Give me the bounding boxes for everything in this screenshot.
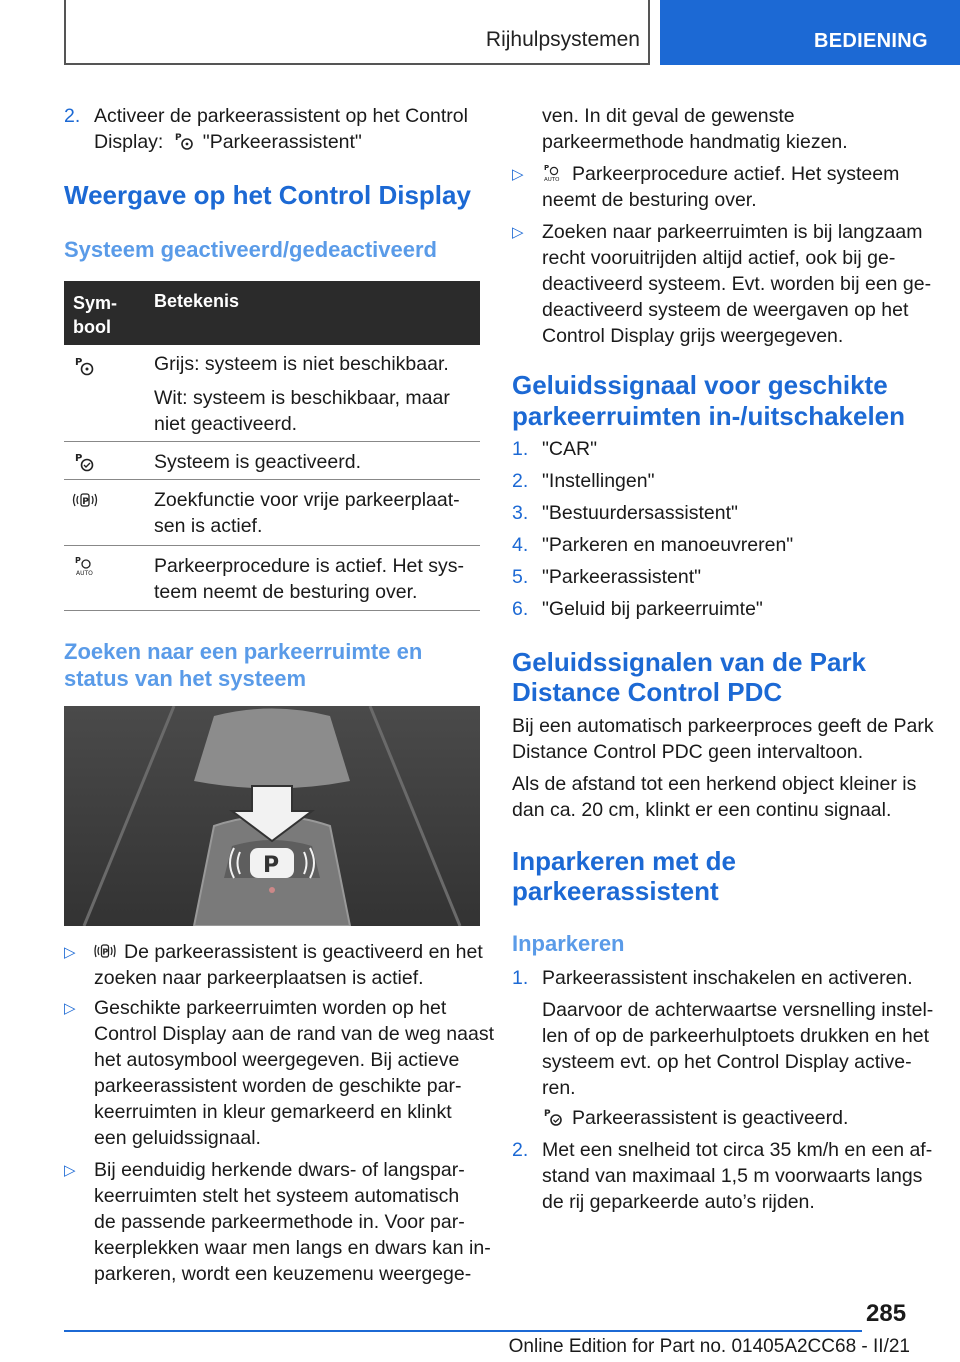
control-display-illustration [64, 706, 480, 926]
svg-text:P: P [75, 357, 83, 368]
step-number: 2. [64, 105, 81, 127]
table-cell: Parkeerprocedure is actief. Het sys- [154, 555, 464, 577]
table-row-divider [64, 479, 480, 480]
bullet-text: neemt de besturing over. [542, 189, 757, 211]
heading-park-line2: parkeerassistent [512, 876, 719, 906]
header-section-title: Rijhulpsystemen [485, 28, 640, 51]
table-cell: Wit: systeem is beschikbaar, maar [154, 387, 450, 409]
continued-text: ven. In dit geval de gewenste [542, 105, 795, 127]
step-note: P Parkeerassistent is geactiveerd. [544, 1107, 849, 1129]
parking-search-icon [72, 489, 98, 511]
parking-assistant-active-icon [72, 451, 98, 473]
table-cell: Grijs: systeem is niet beschikbaar. [154, 353, 449, 375]
page-number: 285 [866, 1300, 907, 1327]
svg-text:P: P [263, 853, 280, 878]
bullet-marker: ▷ [512, 224, 524, 241]
step-text: de rij geparkeerde auto’s rijden. [542, 1191, 815, 1213]
step-text: Parkeerassistent inschakelen en activeren. [542, 967, 913, 989]
step-number: 5. [512, 566, 529, 588]
svg-text:P: P [82, 497, 89, 507]
step-number: 4. [512, 534, 529, 556]
heading-display: Weergave op het Control Display [64, 180, 471, 210]
heading-park-sub: Inparkeren [512, 931, 625, 956]
bullet-marker: ▷ [512, 166, 524, 183]
heading-system-status: Systeem geactiveerd/gedeactiveerd [64, 237, 437, 262]
header-chapter-tab[interactable]: BEDIENING [660, 0, 960, 65]
bullet-text: P De parkeerassistent is geactiveerd en het [94, 940, 483, 966]
step-text: Met een snelheid tot circa 35 km/h en een af- [542, 1139, 933, 1161]
bullet-text: parkeren, wordt een keuzemenu weergege- [94, 1263, 472, 1285]
table-col-symbol: Sym- bool [73, 293, 118, 337]
bullet-text: Zoeken naar parkeerruimten is bij langzaam [542, 221, 923, 243]
table-row-divider [64, 610, 480, 611]
header-bottom-border [64, 63, 648, 65]
table-cell: Zoekfunctie voor vrije parkeerplaat- [154, 489, 460, 511]
table-col-meaning: Betekenis [154, 291, 240, 311]
table-cell: niet geactiveerd. [154, 413, 298, 435]
footer-edition: Online Edition for Part no. 01405A2CC68 - II/21 [508, 1336, 910, 1357]
parking-assistant-active-icon [542, 1107, 564, 1127]
bullet-text: een geluidssignaal. [94, 1127, 261, 1149]
paragraph: Als de afstand tot een herkend object kleiner is [512, 773, 917, 795]
table-header [64, 281, 480, 345]
step-text: Activeer de parkeerassistent op het Control [94, 105, 468, 127]
menu-path-parking-assistant: "Parkeerassistent" [542, 566, 702, 588]
heading-pdc-line2: Distance Control PDC [512, 677, 783, 707]
step-number: 2. [512, 470, 529, 492]
svg-text:P: P [102, 947, 109, 957]
bullet-text: parkeerassistent worden de geschikte par- [94, 1075, 462, 1097]
parking-auto-icon [72, 555, 98, 577]
footer-divider [64, 1330, 862, 1332]
menu-path-car: "CAR" [542, 438, 598, 460]
heading-sound-signal: Geluidssignaal voor geschikte [512, 370, 888, 400]
table-cell: sen is actief. [154, 515, 263, 537]
svg-text:P: P [544, 1109, 551, 1119]
table-row-divider [64, 545, 480, 546]
heading-sound-signal-line2: parkeerruimten in-/uitschakelen [512, 401, 906, 431]
bullet-marker: ▷ [64, 1162, 76, 1179]
bullet-marker: ▷ [64, 944, 76, 961]
bullet-text: Control Display grijs weergegeven. [542, 325, 844, 347]
heading-park: Inparkeren met de [512, 846, 736, 876]
bullet-text: deactiveerd systeem. Evt. worden bij een ge- [542, 273, 932, 295]
bullet-text: zoeken naar parkeerplaatsen is actief. [94, 967, 424, 989]
bullet-text: de passende parkeermethode in. Voor par- [94, 1211, 465, 1233]
step-subtext: len of op de parkeerhulptoets drukken en het [542, 1025, 930, 1047]
bullet-text: het autosymbool weergegeven. Bij actieve [94, 1049, 460, 1071]
bullet-text: recht vooruitrijden altijd actief, ook bij ge- [542, 247, 896, 269]
parking-assistant-icon [72, 355, 98, 377]
heading-search-status-line2: status van het systeem [64, 666, 307, 691]
bullet-marker: ▷ [64, 1000, 76, 1017]
step-number: 3. [512, 502, 529, 524]
svg-text:AUTO: AUTO [544, 177, 560, 183]
menu-path-parking: "Parkeren en manoeuvreren" [542, 534, 794, 556]
paragraph: dan ca. 20 cm, klinkt er een continu signaal. [512, 799, 892, 821]
bullet-text: Geschikte parkeerruimten worden op het [94, 997, 447, 1019]
svg-text:P: P [75, 453, 83, 464]
step-subtext: Daarvoor de achterwaartse versnelling instel- [542, 999, 934, 1021]
step-text: stand van maximaal 1,5 m voorwaarts langs [542, 1165, 923, 1187]
table-cell: teem neemt de besturing over. [154, 581, 418, 603]
bullet-text: deactiveerd systeem de weergaven op het [542, 299, 909, 321]
parking-assistant-icon [173, 131, 195, 151]
heading-pdc: Geluidssignalen van de Park [512, 647, 867, 677]
table-cell: Systeem is geactiveerd. [154, 451, 362, 473]
step-subtext: systeem evt. op het Control Display active- [542, 1051, 912, 1073]
paragraph: Distance Control PDC geen intervaltoon. [512, 741, 864, 763]
parking-search-icon [94, 941, 116, 961]
continued-text: parkeermethode handmatig kiezen. [542, 131, 848, 153]
heading-search-status: Zoeken naar een parkeerruimte en [64, 639, 423, 664]
menu-path-driver-assistant: "Bestuurdersassistent" [542, 502, 738, 524]
step-number: 2. [512, 1139, 529, 1161]
bullet-text: P AUTO Parkeerprocedure actief. Het systeem [544, 163, 900, 185]
bullet-text: keerruimten in kleur gemarkeerd en klinkt [94, 1101, 452, 1123]
bullet-text: Bij eenduidig herkende dwars- of langspar- [94, 1159, 465, 1181]
step-text-line2: Display: P "Parkeerassistent" [94, 131, 362, 153]
header-separator [648, 0, 650, 65]
menu-path-settings: "Instellingen" [542, 470, 655, 492]
bullet-text: keerruimten stelt het systeem automatisch [94, 1185, 460, 1207]
paragraph: Bij een automatisch parkeerproces geeft de Park [512, 715, 934, 737]
table-row-divider [64, 441, 480, 442]
svg-text:P: P [75, 556, 81, 565]
bullet-text: keerplekken waar men langs en dwars kan in- [94, 1237, 491, 1259]
svg-text:P: P [174, 133, 182, 143]
step-subtext: ren. [542, 1077, 576, 1099]
svg-text:AUTO: AUTO [76, 570, 93, 577]
step-number: 1. [512, 967, 529, 989]
header-left-border [64, 0, 66, 64]
menu-path-sound: "Geluid bij parkeerruimte" [542, 598, 763, 620]
bullet-text: Control Display aan de rand van de weg naast [94, 1023, 494, 1045]
parking-auto-icon [542, 163, 564, 183]
step-number: 1. [512, 438, 529, 460]
svg-text:P: P [544, 164, 550, 172]
step-number: 6. [512, 598, 529, 620]
